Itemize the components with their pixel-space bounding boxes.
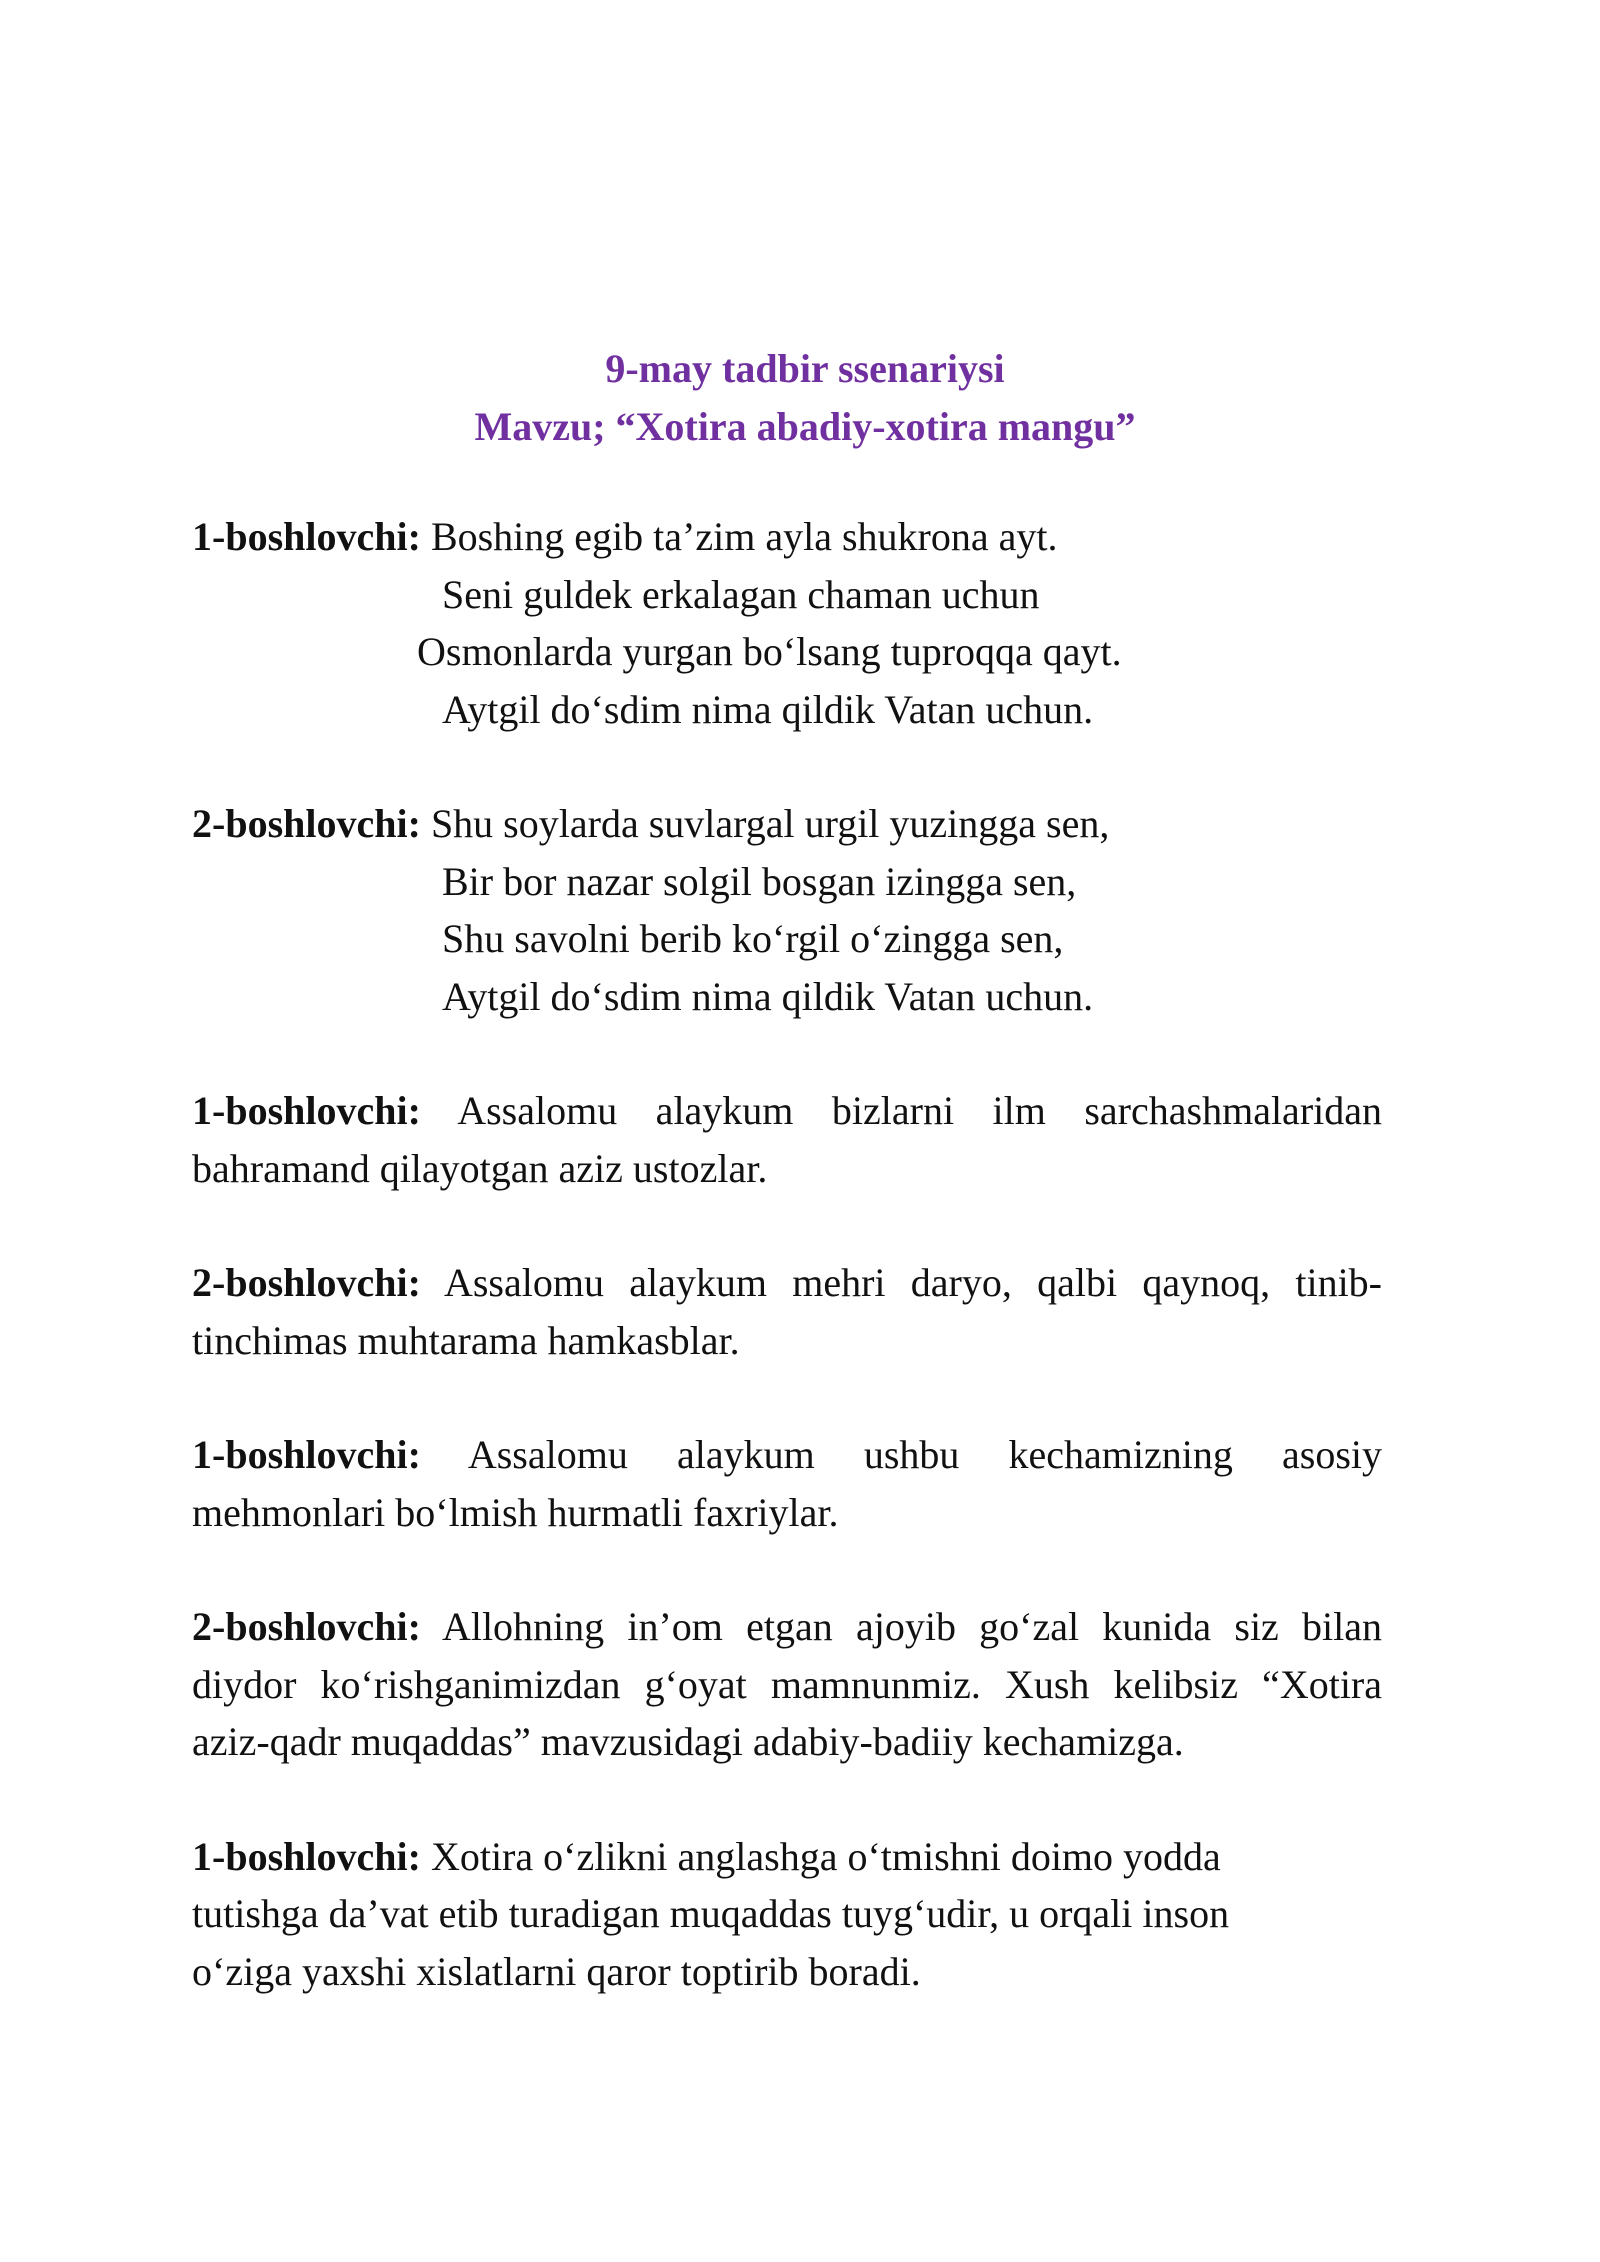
speaker-label: 1-boshlovchi: [192,1088,421,1133]
poem-line: Bir bor nazar solgil bosgan izingga sen, [442,858,1077,904]
speaker-label: 2-boshlovchi: [192,801,421,846]
poem-stanza-2 [192,795,1382,1025]
poem-line: Aytgil do‘sdim nima qildik Vatan uchun. [442,973,1094,1019]
speaker-label: 2-boshlovchi: [192,1260,421,1305]
speech-line: tutishga da’vat etib turadigan muqaddas tuyg‘udir, u orqali inson [192,1891,1230,1936]
poem-line: Seni guldek erkalagan chaman uchun [442,571,1040,617]
speech-text: Allohning in’om etgan ajoyib go‘zal kunida siz bilan diydor ko‘rishganimizdan g‘oyat mamnunmiz. Xush kelibsiz “Xotira aziz-qadr muqaddas” mavzusidagi adabiy-badiiy kechamizga. [192,1604,1382,1764]
poem-line: Osmonlarda yurgan bo‘lsang tuproqqa qayt. [417,629,1122,674]
speech-paragraph [192,1254,1382,1369]
speaker-label: 1-boshlovchi: [192,514,421,559]
document-body [192,340,1382,2057]
speech-line: o‘ziga yaxshi xislatlarni qaror toptirib boradi. [192,1948,921,1994]
title-block [192,340,1382,456]
speech-text: Xotira o‘zlikni anglashga o‘tmishni doimo yodda [420,1833,1221,1879]
document-subtitle: Mavzu; “Xotira abadiy-xotira mangu” [474,404,1136,449]
document-title: 9-may tadbir ssenariysi [605,346,1005,391]
poem-stanza-1 [192,508,1382,738]
speech-paragraph [192,1598,1382,1771]
poem-first-line [192,795,1382,853]
poem-first-line [192,508,1382,566]
speech-text: Assalomu alaykum mehri daryo, qalbi qaynoq, tinib-tinchimas muhtarama hamkasblar. [192,1260,1382,1363]
speech-paragraph [192,1082,1382,1197]
speech-text: Assalomu alaykum ushbu kechamizning asosiy mehmonlari bo‘lmish hurmatli faxriylar. [192,1432,1382,1535]
poem-line: Aytgil do‘sdim nima qildik Vatan uchun. [442,686,1094,732]
speech-paragraph [192,1426,1382,1541]
speaker-label: 1-boshlovchi: [192,1432,421,1477]
speaker-label: 1-boshlovchi: [192,1833,421,1879]
poem-line: Shu soylarda suvlargal urgil yuzingga sen, [420,801,1110,846]
poem-line: Shu savolni berib ko‘rgil o‘zingga sen, [442,916,1064,961]
speech-line [192,1828,1382,1886]
speaker-label: 2-boshlovchi: [192,1604,421,1649]
poem-line: Boshing egib ta’zim ayla shukrona ayt. [420,514,1058,559]
speech-text: Assalomu alaykum bizlarni ilm sarchashmalaridan bahramand qilayotgan aziz ustozlar. [192,1088,1382,1191]
speech-paragraph-ragged [192,1828,1382,2001]
